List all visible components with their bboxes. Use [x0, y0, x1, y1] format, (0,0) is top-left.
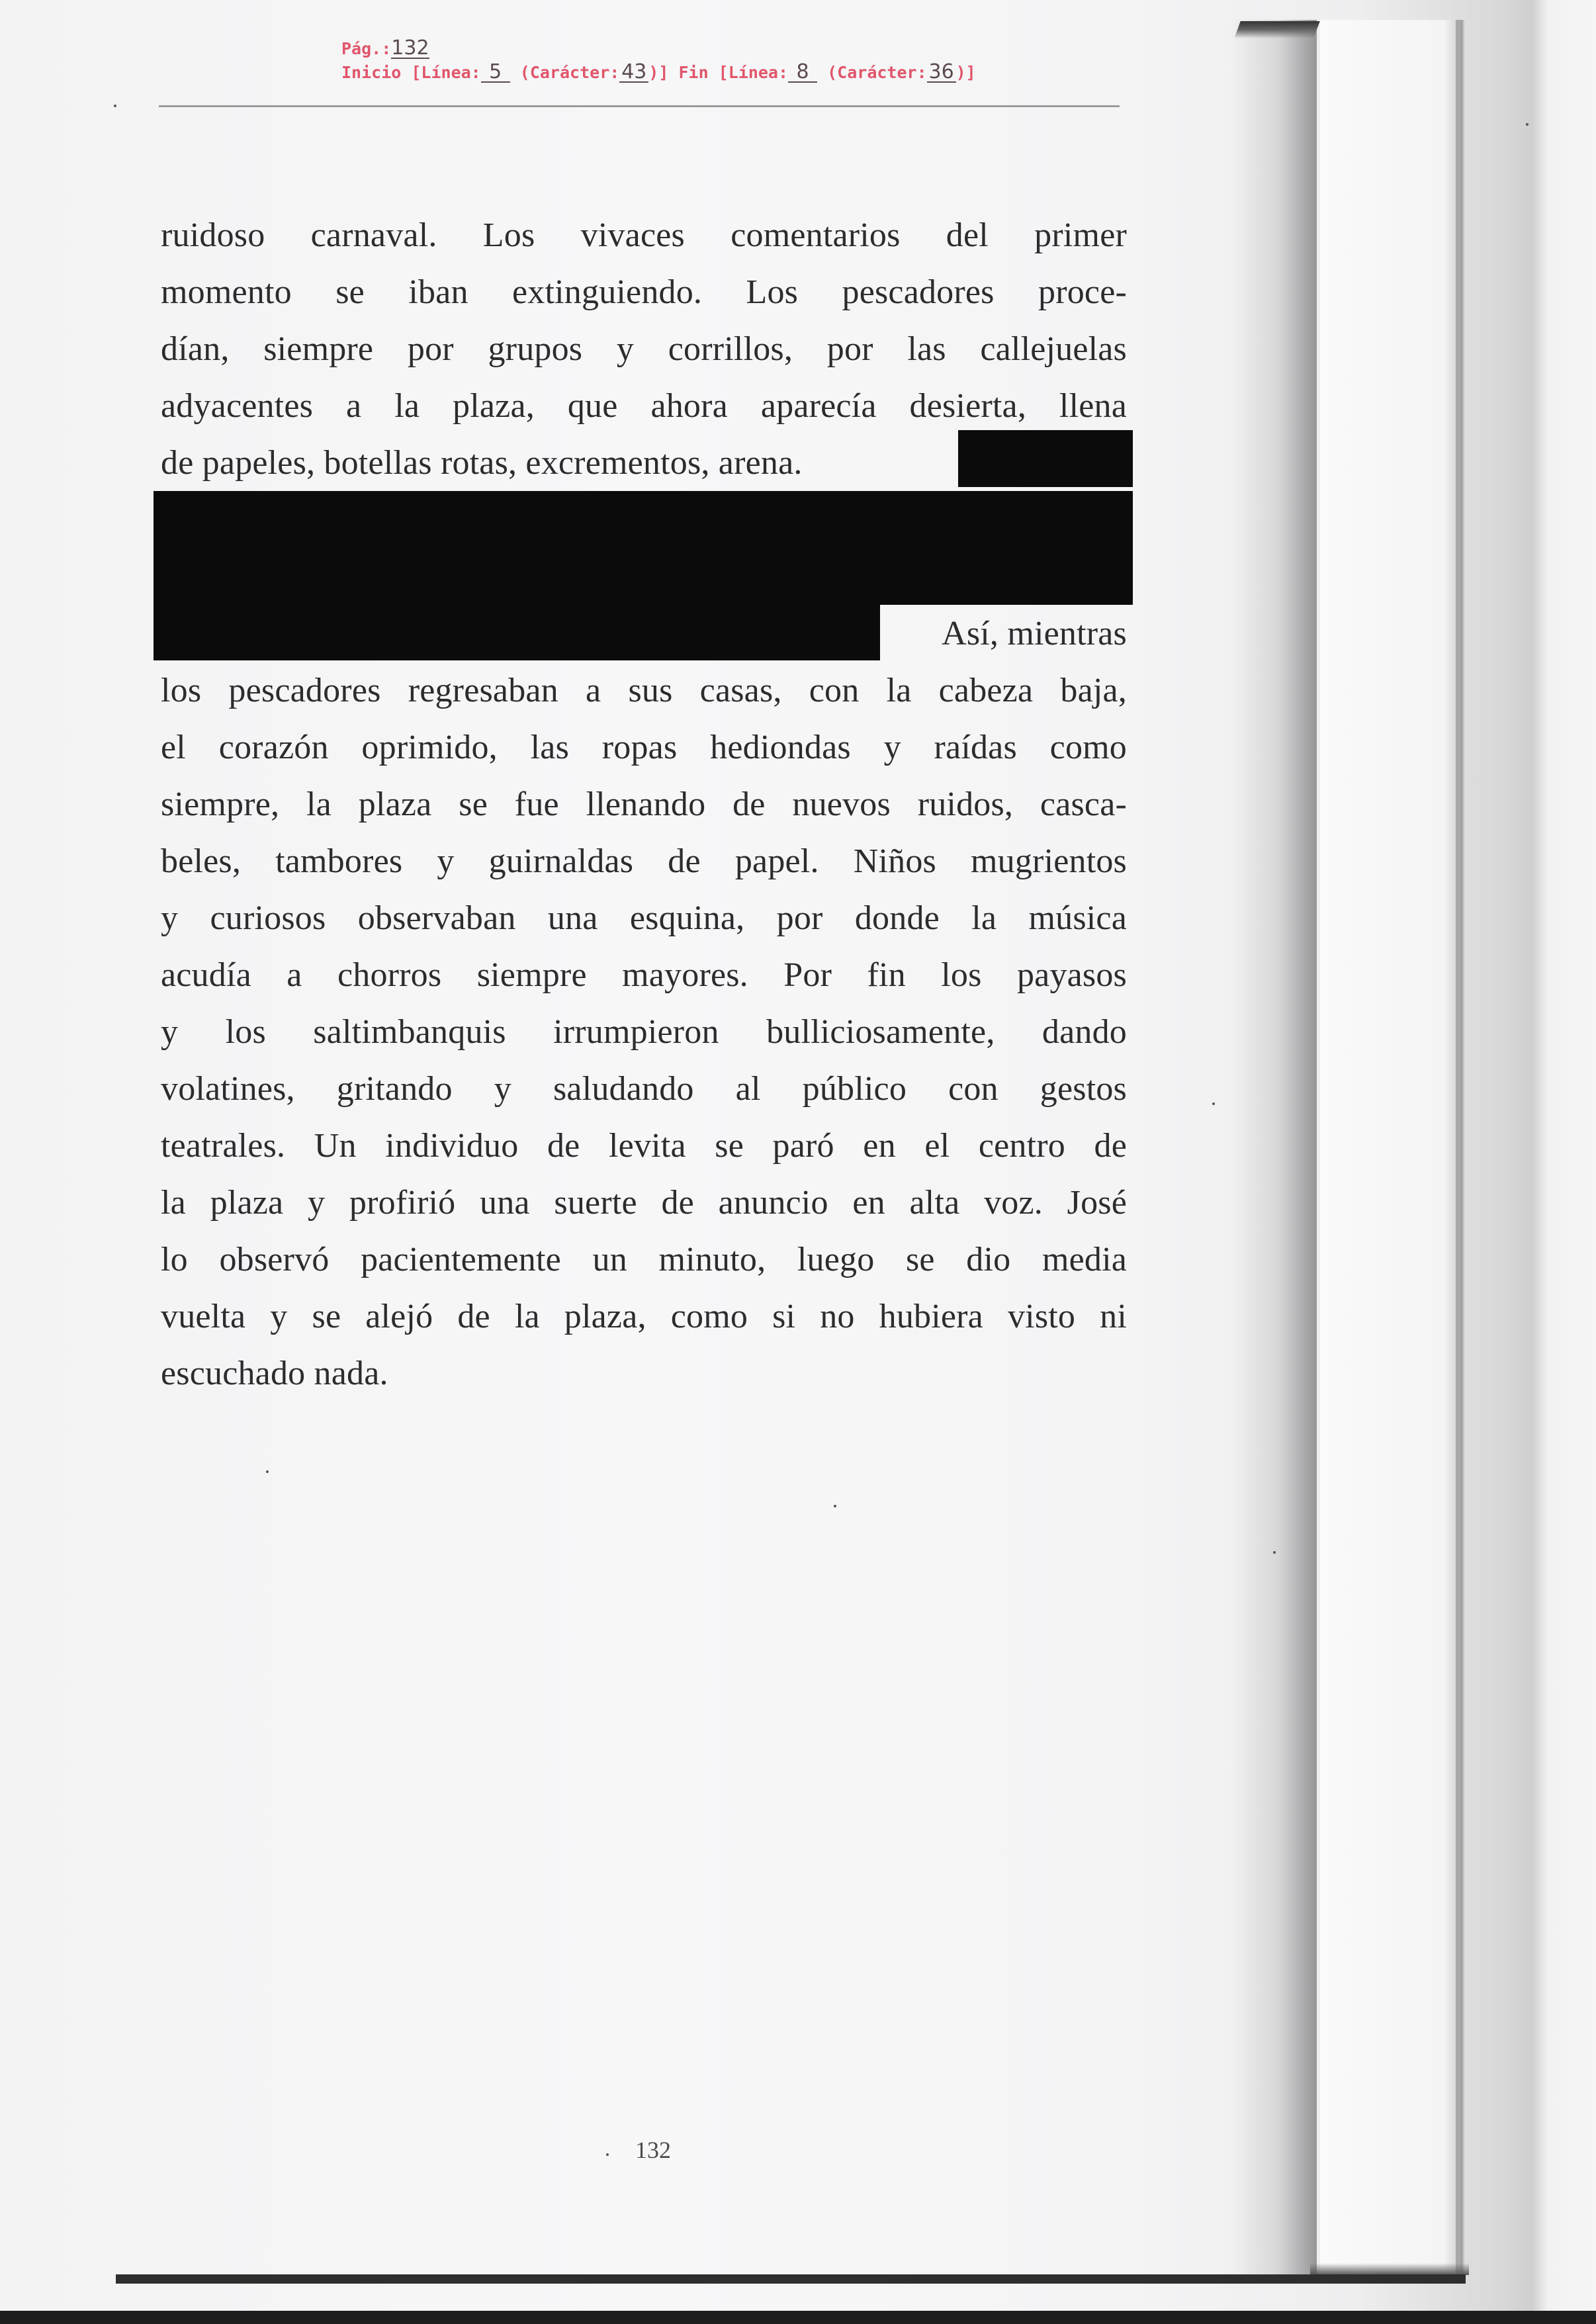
redaction-block [958, 430, 1133, 487]
stamp-end-close: )] [955, 63, 976, 82]
scanner-edge [0, 2311, 1596, 2324]
stamp-end-label: Fin [Línea: [678, 63, 789, 82]
stamp-end-char: 36 [927, 63, 956, 83]
page-corner-shadow [1234, 21, 1319, 38]
scan-speck [834, 1505, 836, 1507]
page-number: 132 [635, 2137, 671, 2163]
text-line: la plaza y profirió una suerte de anuncio en alta voz. José [161, 1184, 1127, 1222]
facing-page-edge [1456, 20, 1460, 2276]
text-line: el corazón oprimido, las ropas hediondas y raídas como [161, 729, 1127, 766]
stamp-start-line: 5 [481, 63, 510, 83]
text-line: beles, tambores y guirnaldas de papel. Niños mugrientos [161, 842, 1127, 880]
text-line: siempre, la plaza se fue llenando de nuevos ruidos, casca- [161, 785, 1127, 823]
text-line: Así, mientras [942, 615, 1127, 652]
scan-speck [266, 1470, 269, 1473]
header-rule [159, 105, 1120, 107]
text-line: y los saltimbanquis irrumpieron bulliciosamente, dando [161, 1013, 1127, 1051]
text-line: teatrales. Un individuo de levita se paró en el centro de [161, 1127, 1127, 1165]
text-line: y curiosos observaban una esquina, por donde la música [161, 899, 1127, 937]
redaction-stamp [341, 37, 976, 85]
stamp-range-row [341, 61, 976, 85]
stamp-start-char: 43 [619, 63, 648, 83]
text-line: adyacentes a la plaza, que ahora aparecía desierta, llena [161, 387, 1127, 425]
body-text [161, 207, 1127, 1402]
text-line: de papeles, botellas rotas, excrementos, arena. [161, 444, 803, 482]
text-line: momento se iban extinguiendo. Los pescadores proce- [161, 273, 1127, 311]
stamp-page-value: 132 [391, 36, 429, 60]
page-bottom-shadow [1310, 2263, 1469, 2275]
scan-speck [1526, 123, 1529, 126]
facing-page [1320, 20, 1466, 2276]
stamp-page-row [341, 37, 976, 61]
text-line: escuchado nada. [161, 1355, 388, 1392]
text-line: ruidoso carnaval. Los vivaces comentarios del primer [161, 216, 1127, 254]
scan-speck [1212, 1102, 1215, 1105]
stamp-start-label: Inicio [Línea: [341, 63, 481, 82]
page-bottom-edge [116, 2274, 1466, 2284]
scan-speck [114, 105, 116, 107]
text-line: volatines, gritando y saludando al público con gestos [161, 1070, 1127, 1108]
gutter-shadow [1231, 20, 1317, 2276]
text-line: dían, siempre por grupos y corrillos, por las callejuelas [161, 330, 1127, 368]
stamp-start-close: )] [648, 63, 669, 82]
scan-speck [1273, 1551, 1276, 1554]
text-line: los pescadores regresaban a sus casas, con la cabeza baja, [161, 672, 1127, 709]
redaction-block [154, 491, 1133, 605]
scan-speck [606, 2153, 609, 2156]
text-line: acudía a chorros siempre mayores. Por fin los payasos [161, 956, 1127, 994]
stamp-start-char-label: (Carácter: [519, 63, 620, 82]
stamp-page-label: Pág.: [341, 39, 392, 58]
stamp-end-line: 8 [788, 63, 817, 83]
stamp-end-char-label: (Carácter: [827, 63, 927, 82]
text-line: vuelta y se alejó de la plaza, como si no hubiera visto ni [161, 1298, 1127, 1335]
text-line: lo observó pacientemente un minuto, luego se dio media [161, 1241, 1127, 1278]
redaction-block [154, 602, 880, 660]
